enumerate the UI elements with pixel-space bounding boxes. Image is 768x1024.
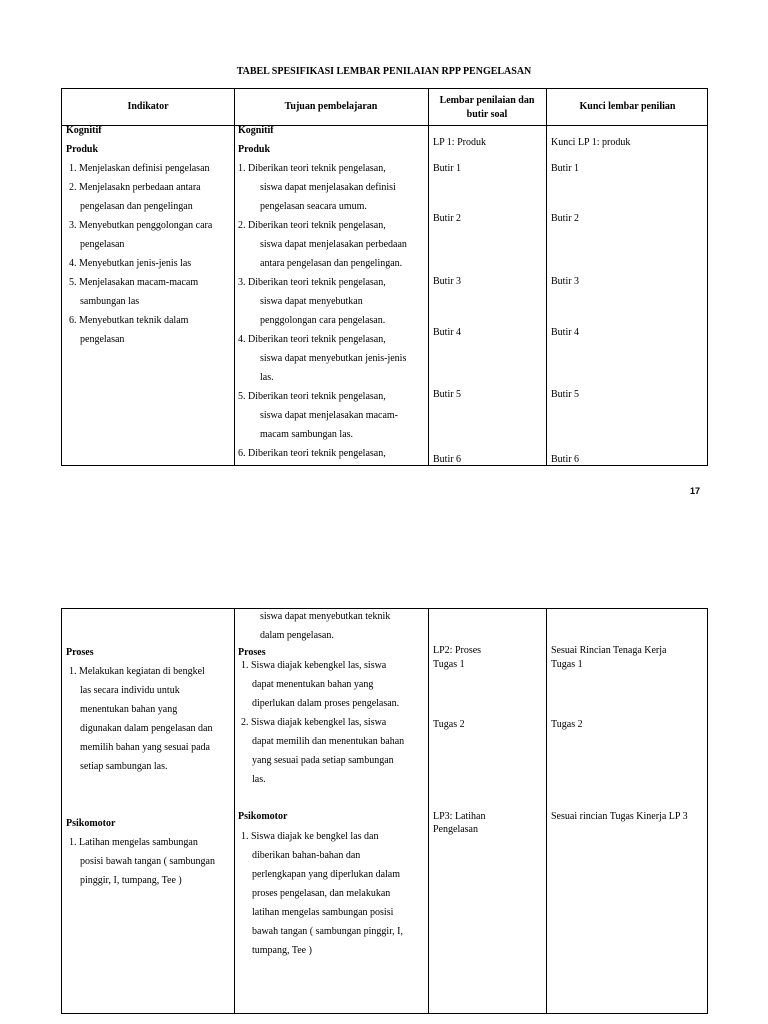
indikator-line: 4. Menyebutkan jenis-jenis las — [69, 258, 192, 269]
tujuan-line: macam sambungan las. — [260, 429, 354, 440]
tujuan-line: diberikan bahan-bahan dan — [252, 850, 361, 861]
kunci-butir: Butir 1 — [551, 163, 580, 174]
indikator-line: pengelasan — [80, 239, 125, 250]
lembar-butir: Butir 4 — [433, 327, 462, 338]
tujuan-line: penggolongan cara pengelasan. — [260, 315, 386, 326]
indikator-line: 3. Menyebutkan penggolongan cara — [69, 220, 213, 231]
section-kognitif-tujuan: Kognitif — [238, 125, 274, 136]
subsection-produk: Produk — [66, 144, 99, 155]
tujuan-line: siswa dapat menjelasakan definisi — [260, 182, 396, 193]
tujuan-line: latihan mengelas sambungan posisi — [252, 907, 394, 918]
tujuan-line: proses pengelasan, dan melakukan — [252, 888, 391, 899]
tujuan-line: 2. Diberikan teori teknik pengelasan, — [238, 220, 386, 231]
indikator-line: 6. Menyebutkan teknik dalam — [69, 315, 189, 326]
section-psikomotor: Psikomotor — [66, 818, 116, 829]
tujuan-line: las. — [260, 372, 274, 383]
tujuan-line: bawah tangan ( sambungan pinggir, I, — [252, 926, 403, 937]
kunci-tugas: Tugas 1 — [551, 659, 583, 670]
section-psikomotor-tujuan: Psikomotor — [238, 811, 288, 822]
header-tujuan: Tujuan pembelajaran — [284, 101, 378, 112]
lembar-label: LP3: Latihan — [433, 811, 486, 822]
tujuan-line: 2. Siswa diajak kebengkel las, siswa — [241, 717, 387, 728]
lembar-butir: Butir 3 — [433, 276, 462, 287]
header-indikator: Indikator — [127, 101, 169, 112]
document-title: TABEL SPESIFIKASI LEMBAR PENILAIAN RPP PENGELASAN — [236, 66, 532, 77]
tujuan-line: yang sesuai pada setiap sambungan — [252, 755, 394, 766]
tujuan-line: 1. Siswa diajak kebengkel las, siswa — [241, 660, 387, 671]
section-proses-tujuan: Proses — [238, 647, 266, 658]
indikator-line: sambungan las — [80, 296, 140, 307]
indikator-line: 5. Menjelasakan macam-macam — [69, 277, 199, 288]
kunci-label: Kunci LP 1: produk — [551, 137, 631, 148]
tujuan-line: dapat memilih dan menentukan bahan — [252, 736, 405, 747]
indikator-line: las secara individu untuk — [80, 685, 180, 696]
lembar-butir: Butir 2 — [433, 213, 462, 224]
kunci-butir: Butir 4 — [551, 327, 580, 338]
tujuan-line: 4. Diberikan teori teknik pengelasan, — [238, 334, 386, 345]
tujuan-line: 1. Diberikan teori teknik pengelasan, — [238, 163, 386, 174]
tujuan-line: antara pengelasan dan pengelingan. — [260, 258, 403, 269]
tujuan-line: siswa dapat menjelasakan macam- — [260, 410, 398, 421]
indikator-line: pengelasan dan pengelingan — [80, 201, 193, 212]
indikator-line: pengelasan — [80, 334, 125, 345]
indikator-line: memilih bahan yang sesuai pada — [80, 742, 210, 753]
lembar-butir: Butir 1 — [433, 163, 462, 174]
tujuan-line: tumpang, Tee ) — [252, 945, 312, 956]
section-proses: Proses — [66, 647, 94, 658]
header-kunci: Kunci lembar penilian — [579, 101, 676, 112]
lembar-butir: Butir 6 — [433, 454, 462, 465]
tujuan-line: siswa dapat menyebutkan jenis-jenis — [260, 353, 407, 364]
lembar-butir: Butir 5 — [433, 389, 462, 400]
header-lembar-line2: butir soal — [466, 109, 508, 120]
indikator-line: 2. Menjelasakn perbedaan antara — [69, 182, 201, 193]
tujuan-line: 6. Diberikan teori teknik pengelasan, — [238, 448, 386, 459]
indikator-line: digunakan dalam pengelasan dan — [80, 723, 213, 734]
tujuan-line: pengelasan seacara umum. — [260, 201, 367, 212]
kunci-butir: Butir 5 — [551, 389, 580, 400]
lembar-label-cont: Pengelasan — [433, 824, 478, 835]
lembar-label: LP 1: Produk — [433, 137, 486, 148]
lembar-tugas: Tugas 2 — [433, 719, 465, 730]
kunci-butir: Butir 6 — [551, 454, 580, 465]
tujuan-line: las. — [252, 774, 266, 785]
spec-table-page-1 — [61, 88, 708, 466]
tujuan-line: 3. Diberikan teori teknik pengelasan, — [238, 277, 386, 288]
kunci-butir: Butir 2 — [551, 213, 580, 224]
kunci-label: Sesuai Rincian Tenaga Kerja — [551, 645, 667, 656]
page-number: 17 — [690, 486, 701, 496]
indikator-line: 1. Melakukan kegiatan di bengkel — [69, 666, 205, 677]
header-lembar-line1: Lembar penilaian dan — [439, 95, 535, 106]
kunci-tugas: Tugas 2 — [551, 719, 583, 730]
tujuan-line: diperlukan dalam proses pengelasan. — [252, 698, 400, 709]
spec-table-page-2 — [61, 608, 708, 1014]
lembar-tugas: Tugas 1 — [433, 659, 465, 670]
indikator-line: menentukan bahan yang — [80, 704, 178, 715]
tujuan-line: perlengkapan yang diperlukan dalam — [252, 869, 400, 880]
tujuan-line: siswa dapat menyebutkan teknik — [260, 611, 391, 622]
tujuan-line: dalam pengelasan. — [260, 630, 334, 641]
kunci-butir: Butir 3 — [551, 276, 580, 287]
indikator-line: 1. Latihan mengelas sambungan — [69, 837, 198, 848]
indikator-line: pinggir, I, tumpang, Tee ) — [80, 875, 182, 886]
subsection-produk-tujuan: Produk — [238, 144, 271, 155]
tujuan-line: siswa dapat menjelasakan perbedaan — [260, 239, 407, 250]
tujuan-line: 1. Siswa diajak ke bengkel las dan — [241, 831, 379, 842]
indikator-line: posisi bawah tangan ( sambungan — [80, 856, 215, 867]
section-kognitif: Kognitif — [66, 125, 102, 136]
indikator-line: setiap sambungan las. — [80, 761, 168, 772]
tujuan-line: dapat menentukan bahan yang — [252, 679, 374, 690]
tujuan-line: siswa dapat menyebutkan — [260, 296, 363, 307]
kunci-label: Sesuai rincian Tugas Kinerja LP 3 — [551, 811, 688, 822]
lembar-label: LP2: Proses — [433, 645, 482, 656]
tujuan-line: 5. Diberikan teori teknik pengelasan, — [238, 391, 386, 402]
indikator-line: 1. Menjelaskan definisi pengelasan — [69, 163, 210, 174]
